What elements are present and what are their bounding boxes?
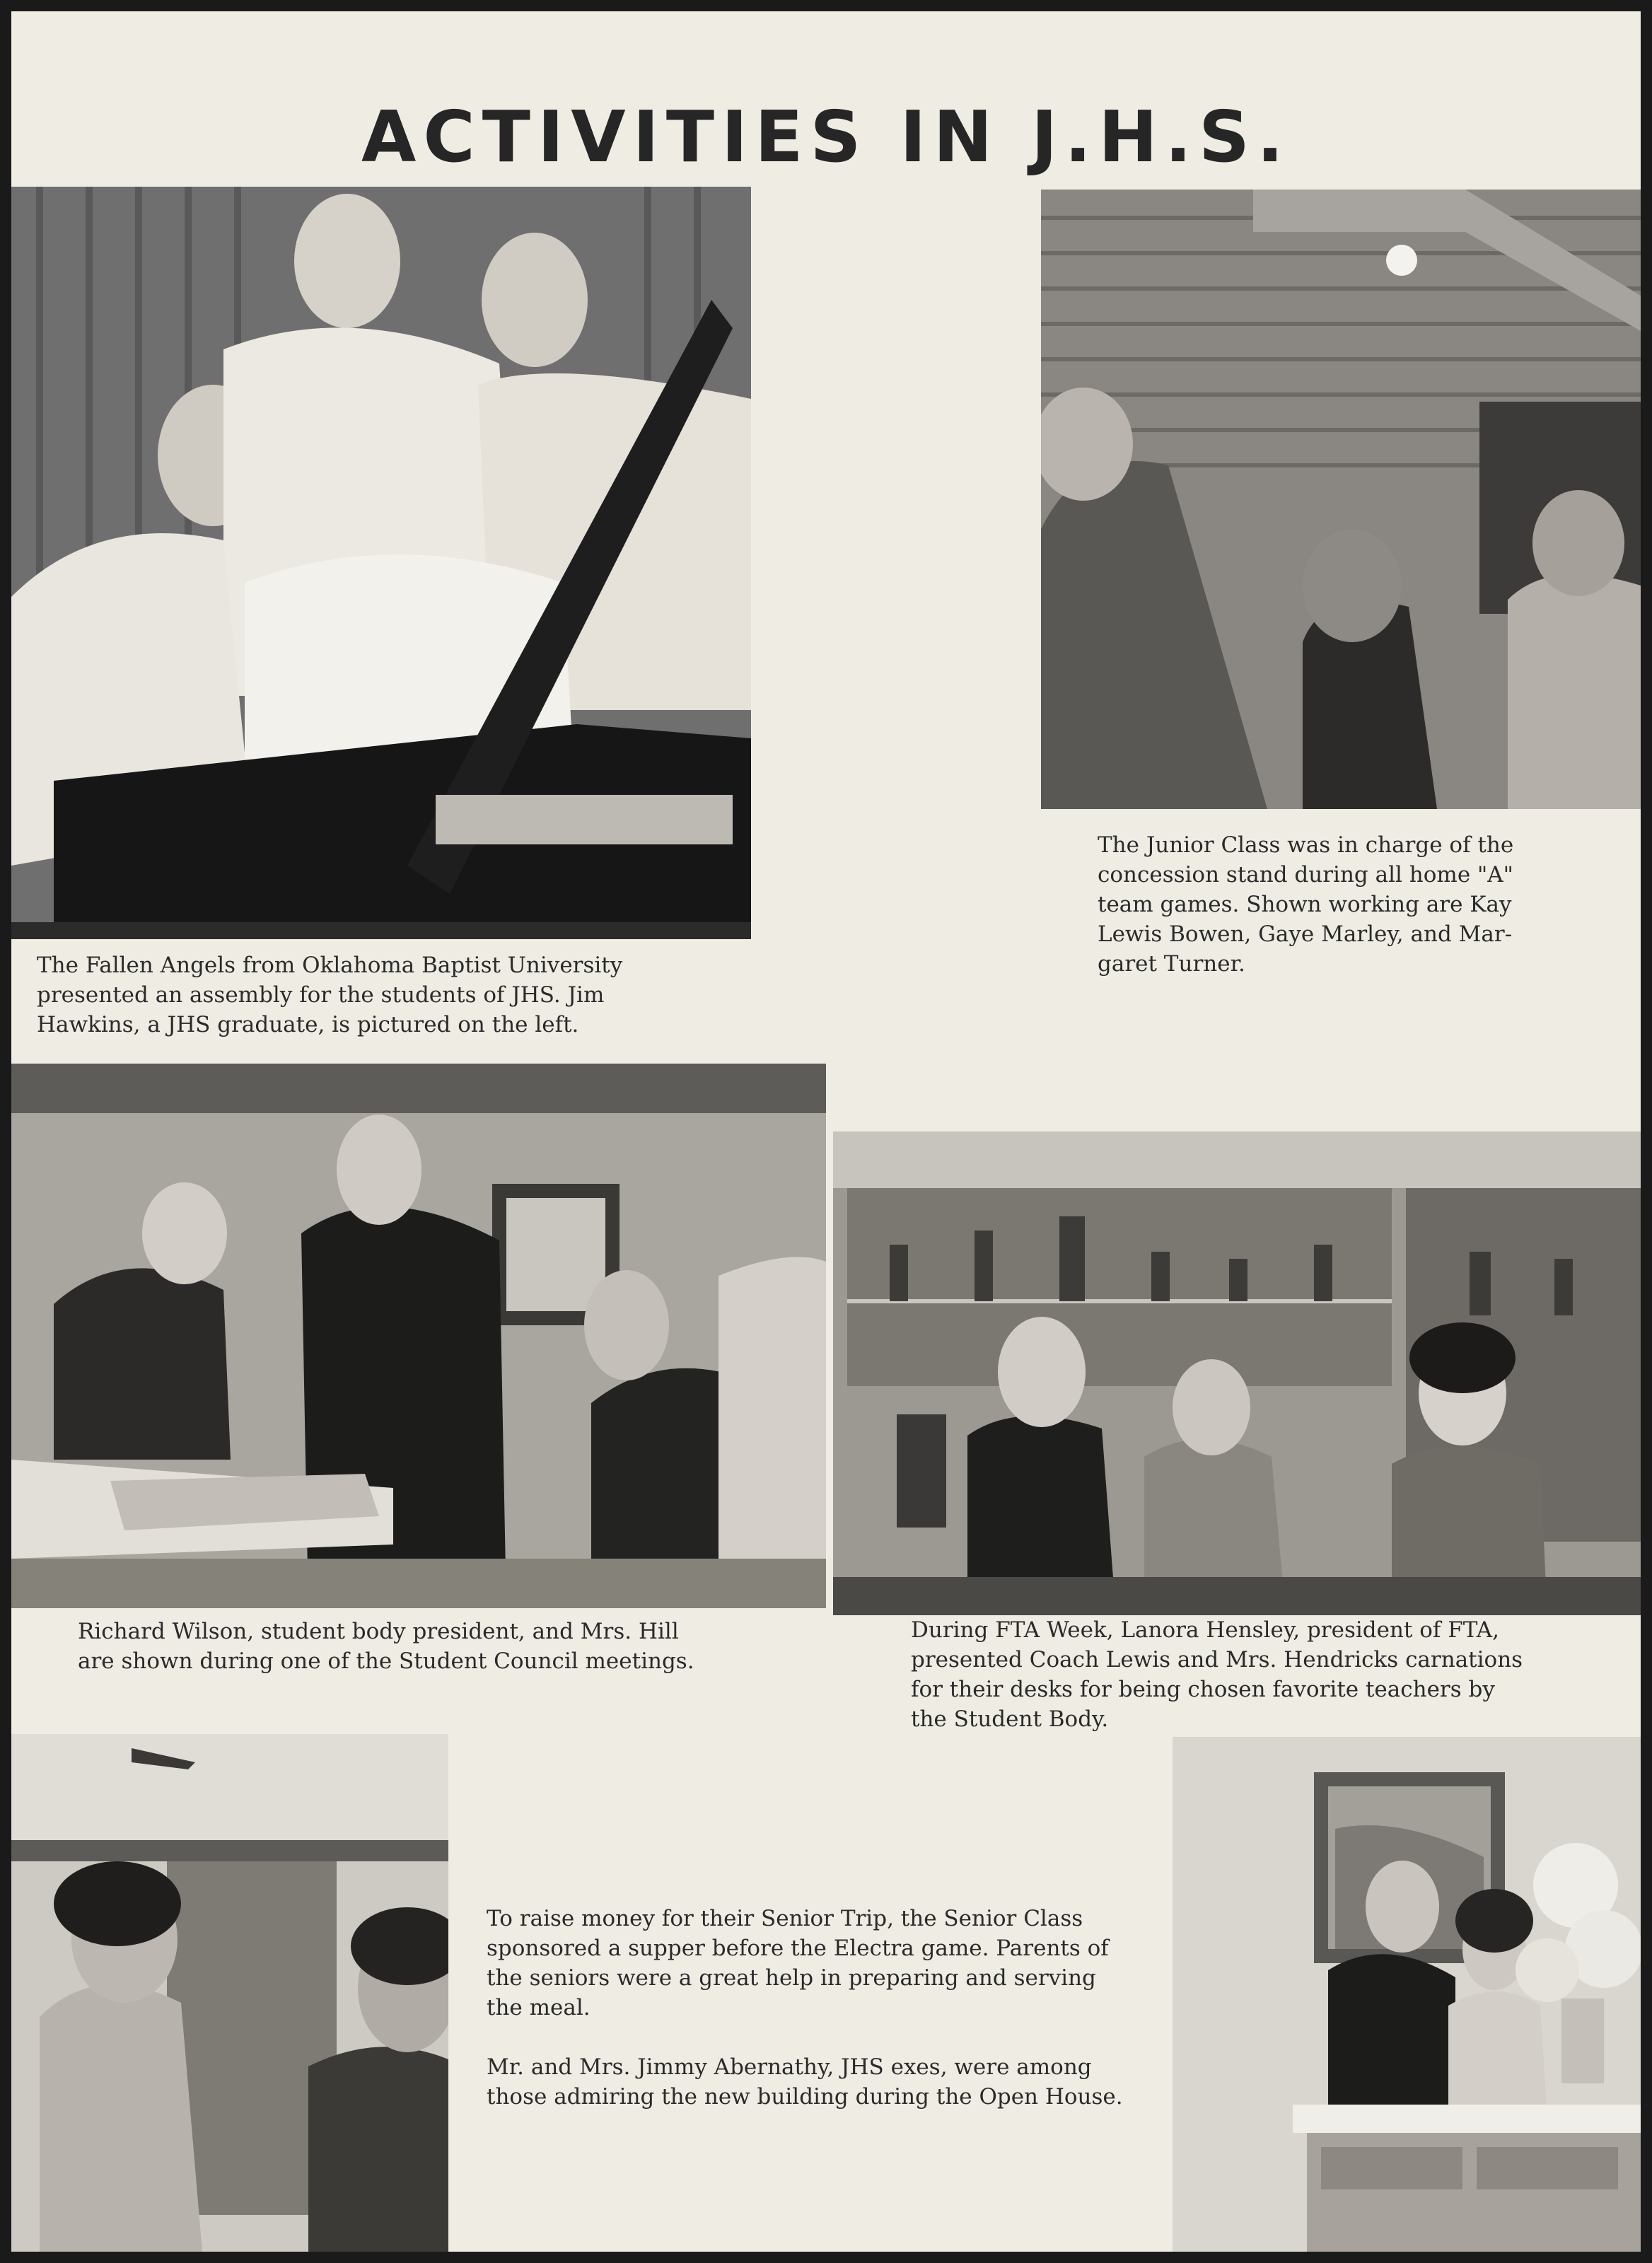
caption-student-council: Richard Wilson, student body president, and Mrs. Hill are shown during one of the Student Council meetings. xyxy=(78,1619,694,1674)
photo-open-house xyxy=(1173,1737,1641,2252)
caption-fallen-angels: The Fallen Angels from Oklahoma Baptist University presented an assembly for the students of JHS. Jim Hawkins, a JHS graduate, is pictured on the left. xyxy=(37,953,623,1037)
page-title: ACTIVITIES IN J.H.S. xyxy=(361,95,1291,178)
caption-senior-trip: To raise money for their Senior Trip, the Senior Class sponsored a supper before the Electra game. Parents of the seniors were a great help in preparing and serving the meal. xyxy=(487,1906,1109,2020)
caption-open-house: Mr. and Mrs. Jimmy Abernathy, JHS exes, were among those admiring the new building during the Open House. xyxy=(487,2054,1123,2110)
caption-junior-class: The Junior Class was in charge of the concession stand during all home "A" team games. Shown working are Kay Lewis Bowen, Gaye Marley, and Mar- garet Turner. xyxy=(1098,832,1514,977)
photo-student-council xyxy=(11,1064,826,1608)
photo-concession-stand xyxy=(1041,190,1641,809)
caption-fta-week: During FTA Week, Lanora Hensley, president of FTA, presented Coach Lewis and Mrs. Hendricks carnations for their desks for being chosen favorite teachers by the Student Body. xyxy=(911,1617,1523,1732)
yearbook-page xyxy=(11,11,1641,2252)
photo-fta-week xyxy=(833,1132,1641,1615)
photo-senior-supper xyxy=(11,1734,448,2252)
photo-fallen-angels xyxy=(11,187,751,939)
